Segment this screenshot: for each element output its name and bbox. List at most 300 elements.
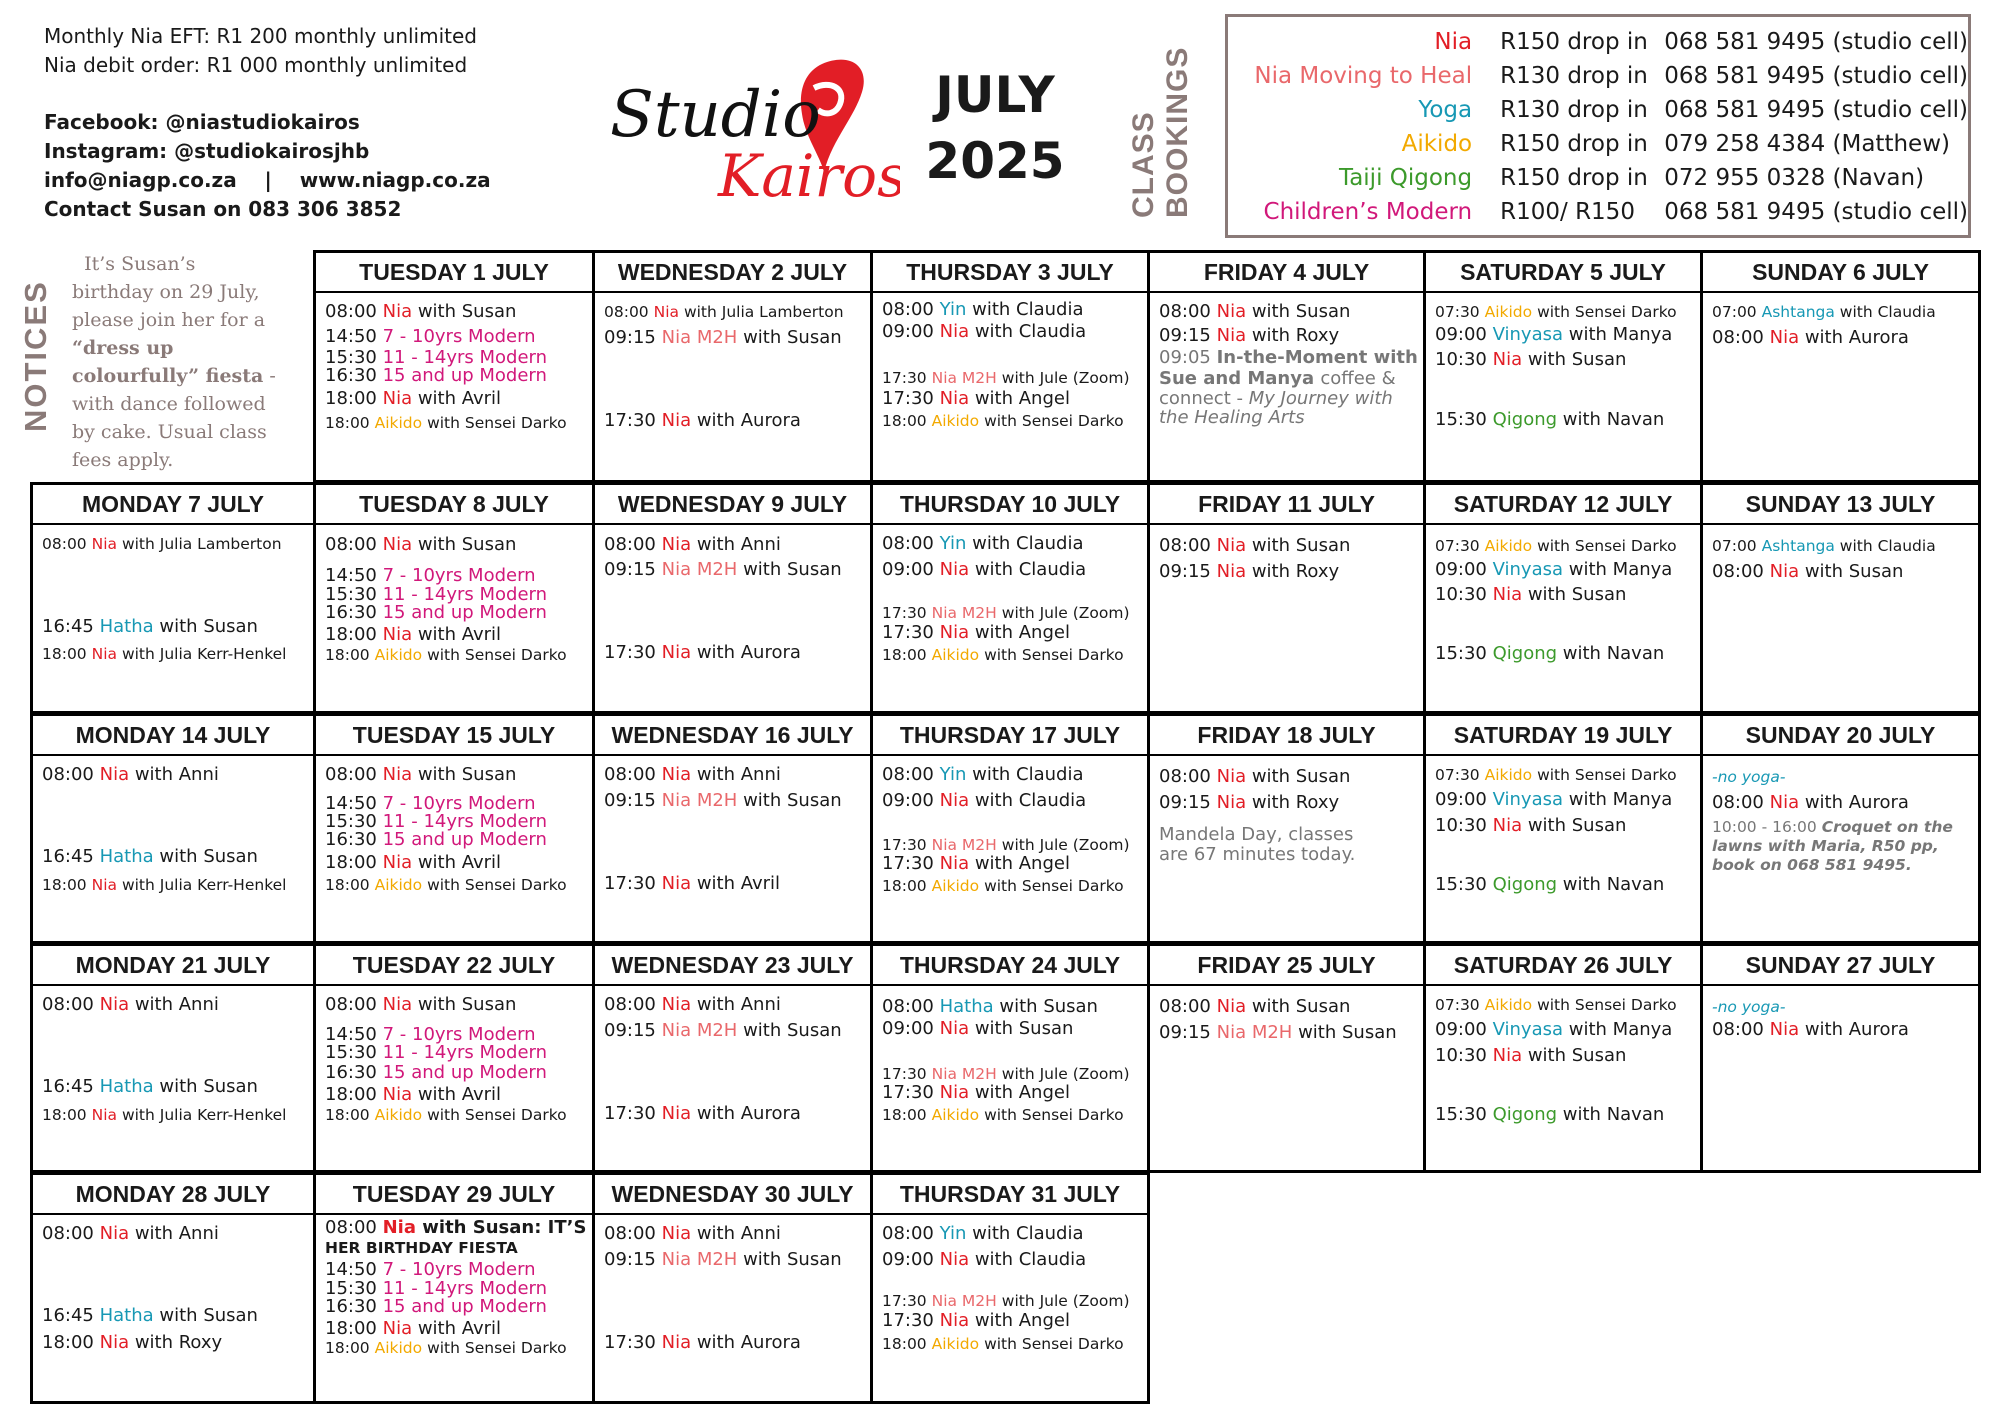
- class-time: 10:30: [1435, 1045, 1493, 1066]
- class-time: 08:00: [882, 533, 940, 554]
- day-header: FRIDAY 18 JULY: [1150, 716, 1423, 756]
- class-name: Nia: [99, 994, 135, 1015]
- class-name: -no yoga-: [1712, 768, 1786, 786]
- class-instructor: with Susan: [1527, 1045, 1627, 1066]
- class-time: 18:00: [325, 1339, 375, 1357]
- price-phone[interactable]: 068 581 9495 (studio cell): [1664, 97, 1968, 123]
- price-phone[interactable]: 068 581 9495 (studio cell): [1664, 199, 1968, 225]
- class-time: 17:30: [882, 1310, 940, 1331]
- class-entry: [882, 1082, 1145, 1104]
- class-entry: [325, 764, 590, 786]
- class-instructor: with Susan: [159, 846, 258, 867]
- class-instructor: with Anni: [134, 1223, 219, 1244]
- class-time: 17:30: [604, 873, 662, 894]
- class-name: lawns with Maria, R50 pp,: [1712, 837, 1939, 855]
- email-website[interactable]: info@niagp.co.za | www.niagp.co.za: [44, 168, 491, 192]
- class-entry: [325, 644, 590, 666]
- class-instructor: coffee &: [1320, 368, 1396, 389]
- class-name: Nia: [382, 1318, 418, 1339]
- class-name: Nia: [382, 994, 418, 1015]
- class-instructor: with Jule (Zoom): [1001, 836, 1130, 854]
- class-time: 17:30: [882, 836, 932, 854]
- class-time: 09:00: [1435, 1019, 1493, 1040]
- class-name: Nia: [1216, 325, 1252, 346]
- class-name: Croquet on the: [1821, 818, 1953, 836]
- day-header: TUESDAY 15 JULY: [316, 716, 592, 756]
- class-name: Nia: [661, 873, 697, 894]
- class-name: Nia: [939, 559, 975, 580]
- class-time: 08:00: [604, 303, 654, 321]
- class-entry: [604, 790, 868, 812]
- class-entry: [325, 1337, 590, 1359]
- class-entry: [1435, 535, 1698, 557]
- class-instructor: with Susan: [743, 559, 842, 580]
- class-entry: [882, 1333, 1145, 1355]
- day-header: THURSDAY 31 JULY: [873, 1175, 1147, 1215]
- price-row: [1238, 25, 1968, 59]
- day-cell: [1147, 482, 1426, 714]
- day-cell: [1700, 713, 1981, 944]
- class-name: Hatha: [99, 616, 160, 637]
- class-name: 11 - 14yrs Modern: [382, 811, 548, 832]
- class-entry: [604, 301, 868, 323]
- class-time: 16:30: [325, 1062, 383, 1083]
- day-cell: [1423, 943, 1703, 1173]
- day-cell: [1700, 482, 1981, 714]
- class-name: Nia: [661, 994, 697, 1015]
- class-name: Nia: [939, 790, 975, 811]
- class-time: 16:45: [42, 846, 100, 867]
- class-name: Vinyasa: [1492, 789, 1569, 810]
- class-bookings-label: [1125, 48, 1195, 218]
- class-name: Hatha: [99, 846, 160, 867]
- day-cell: [1423, 250, 1703, 483]
- class-time: 18:00: [325, 388, 383, 409]
- class-name: Nia M2H: [931, 1065, 1002, 1083]
- class-entry: [882, 388, 1145, 410]
- price-phone[interactable]: 079 258 4384 (Matthew): [1664, 131, 1950, 157]
- class-entry: [1435, 1045, 1698, 1067]
- notice-part2: - with dance followed by cake. Usual class fees apply.: [72, 365, 276, 471]
- class-name: Ashtanga: [1761, 303, 1840, 321]
- price-row: [1238, 127, 1968, 161]
- class-name: Nia: [661, 410, 697, 431]
- class-entry: [325, 829, 590, 851]
- class-time: 18:00: [42, 1332, 100, 1353]
- class-name: Nia: [1434, 29, 1473, 55]
- class-time: 08:00: [325, 534, 383, 555]
- class-time: 08:00: [604, 1223, 662, 1244]
- class-instructor: with Susan: [1251, 301, 1351, 322]
- class-entry: [1712, 854, 1976, 876]
- class-entry: [882, 321, 1145, 343]
- class-name: Hatha: [939, 996, 1000, 1017]
- notice-text: [72, 250, 282, 474]
- class-name: Aikido: [931, 877, 985, 895]
- class-time: 15:30: [325, 1042, 383, 1063]
- class-time: 15:30: [325, 347, 383, 368]
- class-instructor: with Susan: [743, 1020, 842, 1041]
- class-name: Nia: [1769, 327, 1805, 348]
- class-name: Nia M2H: [661, 1020, 744, 1041]
- class-instructor: with Aurora: [1804, 327, 1909, 348]
- class-price: R150 drop in: [1500, 131, 1648, 157]
- class-instructor: with Susan: [1251, 766, 1351, 787]
- class-entry: [604, 327, 868, 349]
- class-entry: [1712, 766, 1976, 788]
- day-cell: [592, 250, 873, 483]
- class-name: Nia: [939, 321, 975, 342]
- class-entry: [882, 790, 1145, 812]
- class-entry: [1435, 874, 1698, 896]
- class-time: 15:30: [1435, 1104, 1493, 1125]
- class-name: Vinyasa: [1492, 324, 1569, 345]
- day-header: SATURDAY 19 JULY: [1426, 716, 1700, 756]
- class-instructor: with Susan: [1298, 1022, 1397, 1043]
- class-time: 17:30: [882, 369, 932, 387]
- day-cell: [313, 713, 595, 944]
- class-time: 18:00: [325, 1318, 383, 1339]
- class-instructor: with Sensei Darko: [427, 414, 567, 432]
- class-name: Aikido: [374, 414, 428, 432]
- class-instructor: with Manya: [1568, 789, 1673, 810]
- facebook-handle[interactable]: Facebook: @niastudiokairos: [44, 110, 360, 134]
- class-time: 17:30: [882, 1292, 932, 1310]
- class-instructor: with Julia Lamberton: [121, 535, 282, 553]
- class-entry: [325, 326, 590, 348]
- day-cell: [313, 943, 595, 1173]
- class-price: R150 drop in: [1500, 29, 1648, 55]
- day-header: MONDAY 21 JULY: [33, 946, 313, 986]
- class-time: 09:15: [604, 1020, 662, 1041]
- class-name: Nia: [382, 852, 418, 873]
- class-name: 15 and up Modern: [382, 1062, 547, 1083]
- class-name: 11 - 14yrs Modern: [382, 347, 548, 368]
- class-name: Nia: [382, 624, 418, 645]
- notice-bold: “dress up colourfully” fiesta: [72, 337, 264, 387]
- class-name: Qigong: [1492, 643, 1563, 664]
- class-time: 09:00: [882, 1018, 940, 1039]
- price-phone[interactable]: 068 581 9495 (studio cell): [1664, 63, 1968, 89]
- class-instructor: with Claudia: [972, 1223, 1084, 1244]
- class-entry: [604, 1103, 868, 1125]
- class-name: book on 068 581 9495.: [1712, 856, 1912, 874]
- class-name: 11 - 14yrs Modern: [382, 1278, 548, 1299]
- day-cell: [870, 1172, 1150, 1404]
- class-time: 08:00: [1159, 766, 1217, 787]
- class-time: 18:00: [42, 876, 92, 894]
- price-phone[interactable]: 072 955 0328 (Navan): [1664, 165, 1925, 191]
- day-cell: [870, 713, 1150, 944]
- class-entry: [1159, 766, 1421, 788]
- class-entry: [1435, 815, 1698, 837]
- class-name: Nia: [661, 1223, 697, 1244]
- logo-kairos-text: Kairos: [718, 142, 900, 210]
- day-header: THURSDAY 10 JULY: [873, 485, 1147, 525]
- class-entry: [325, 602, 590, 624]
- class-instructor: with Avril: [417, 388, 502, 409]
- class-time: 18:00: [42, 645, 92, 663]
- class-instructor: with Aurora: [696, 642, 801, 663]
- class-price: R130 drop in: [1500, 63, 1648, 89]
- class-entry: [1159, 347, 1421, 369]
- class-name: Nia: [1216, 766, 1252, 787]
- class-instructor: with Susan: [743, 1249, 842, 1270]
- class-instructor: with Susan: [743, 327, 842, 348]
- class-name: Nia: [939, 853, 975, 874]
- class-instructor: with Susan: [159, 1076, 258, 1097]
- class-time: 17:30: [882, 604, 932, 622]
- class-name: Hatha: [99, 1076, 160, 1097]
- class-name: Nia: [91, 876, 122, 894]
- day-cell: [1700, 250, 1981, 483]
- day-header: TUESDAY 8 JULY: [316, 485, 592, 525]
- class-time: 08:00: [604, 994, 662, 1015]
- class-time: 15:30: [1435, 409, 1493, 430]
- class-entry: [325, 994, 590, 1016]
- class-name: Nia Moving to Heal: [1254, 63, 1473, 89]
- bookings-label: BOOKINGS: [1161, 46, 1194, 218]
- class-entry: [882, 1018, 1145, 1040]
- class-time: 18:00: [882, 877, 932, 895]
- class-entry: [882, 602, 1145, 624]
- class-instructor: with Angel: [974, 853, 1070, 874]
- day-cell: [313, 482, 595, 714]
- notices-heading: NOTICES: [18, 280, 53, 432]
- day-header: THURSDAY 3 JULY: [873, 253, 1147, 293]
- class-instructor: with Claudia: [972, 299, 1084, 320]
- class-entry: [1435, 559, 1698, 581]
- class-entry: [882, 644, 1145, 666]
- class-time: 15:30: [325, 1278, 383, 1299]
- class-name: Nia M2H: [661, 790, 744, 811]
- day-cell: [1147, 713, 1426, 944]
- class-entry: [1435, 349, 1698, 371]
- eft-rate: Monthly Nia EFT: R1 200 monthly unlimited: [44, 24, 477, 48]
- class-entry: [325, 624, 590, 646]
- class-instructor: with Avril: [417, 1084, 502, 1105]
- day-header: WEDNESDAY 30 JULY: [595, 1175, 870, 1215]
- class-entry: [882, 622, 1145, 644]
- event-subtitle: the Healing Arts: [1159, 407, 1305, 428]
- class-name: Nia M2H: [931, 369, 1002, 387]
- class-time: 18:00: [882, 1335, 932, 1353]
- class-name: Qigong: [1492, 874, 1563, 895]
- day-header: FRIDAY 11 JULY: [1150, 485, 1423, 525]
- class-entry: [882, 367, 1145, 389]
- day-header: WEDNESDAY 2 JULY: [595, 253, 870, 293]
- class-name: 7 - 10yrs Modern: [382, 1259, 536, 1280]
- day-cell: [30, 713, 316, 944]
- class-instructor: Mandela Day, classes: [1159, 824, 1354, 845]
- class-entry: [882, 299, 1145, 321]
- class-time: 18:00: [325, 852, 383, 873]
- class-time: 08:00: [604, 764, 662, 785]
- class-instructor: with Susan: [974, 1018, 1074, 1039]
- class-name: Nia: [939, 1310, 975, 1331]
- day-cell: [1147, 250, 1426, 483]
- class-name: Aikido: [1401, 131, 1473, 157]
- class-entry: [42, 994, 311, 1016]
- day-header: WEDNESDAY 23 JULY: [595, 946, 870, 986]
- class-time: 09:15: [1159, 325, 1217, 346]
- class-entry: [42, 874, 311, 896]
- class-instructor: with Angel: [974, 388, 1070, 409]
- instagram-handle[interactable]: Instagram: @studiokairosjhb: [44, 139, 370, 163]
- class-entry: [1435, 584, 1698, 606]
- class-name: Nia: [382, 764, 418, 785]
- day-header: SATURDAY 26 JULY: [1426, 946, 1700, 986]
- class-time: 08:00: [42, 764, 100, 785]
- month-name: JULY: [935, 66, 1055, 124]
- class-time: 14:50: [325, 326, 383, 347]
- class-time: 18:00: [882, 1106, 932, 1124]
- class-entry: [325, 301, 590, 323]
- price-row: [1238, 59, 1968, 93]
- class-entry: [604, 1020, 868, 1042]
- class-name: Yin: [939, 299, 973, 320]
- class-instructor: with Navan: [1562, 643, 1665, 664]
- class-instructor: with Aurora: [696, 1103, 801, 1124]
- class-name: 15 and up Modern: [382, 829, 547, 850]
- class-instructor: with Manya: [1568, 324, 1673, 345]
- class-time: 14:50: [325, 1259, 383, 1280]
- class-instructor: with Anni: [696, 994, 781, 1015]
- class-name: Nia: [91, 1106, 122, 1124]
- class-entry: [882, 410, 1145, 432]
- class-entry: [1712, 792, 1976, 814]
- day-cell: [1700, 943, 1981, 1173]
- class-entry: [1159, 301, 1421, 323]
- day-cell: [1423, 713, 1703, 944]
- price-table: [1238, 25, 1968, 229]
- class-name: Nia M2H: [931, 604, 1002, 622]
- class-instructor: with Susan: [417, 764, 517, 785]
- class-name: Aikido: [374, 876, 428, 894]
- contact-susan: Contact Susan on 083 306 3852: [44, 197, 402, 221]
- class-instructor: with Claudia: [1839, 303, 1936, 321]
- class-instructor: with Anni: [696, 534, 781, 555]
- class-time: 17:30: [604, 642, 662, 663]
- class-time: 08:00: [1712, 1019, 1770, 1040]
- class-instructor: with Anni: [134, 764, 219, 785]
- price-row: [1238, 93, 1968, 127]
- class-entry: [1159, 792, 1421, 814]
- day-header: WEDNESDAY 9 JULY: [595, 485, 870, 525]
- class-name: Aikido: [374, 1339, 428, 1357]
- class-name: Nia: [1216, 301, 1252, 322]
- event-subtitle: My Journey with: [1248, 388, 1393, 409]
- day-cell: [870, 943, 1150, 1173]
- class-name: Nia: [91, 535, 122, 553]
- class-instructor: with Sensei Darko: [427, 646, 567, 664]
- class-time: 16:30: [325, 602, 383, 623]
- class-entry: [882, 559, 1145, 581]
- class-name: Nia M2H: [661, 327, 744, 348]
- studio-info: [44, 22, 491, 224]
- price-row: [1238, 161, 1968, 195]
- class-time: 18:00: [325, 876, 375, 894]
- class-instructor: with Sensei Darko: [984, 412, 1124, 430]
- class-time: 09:00: [882, 321, 940, 342]
- class-time: 17:30: [882, 1065, 932, 1083]
- class-name: Aikido: [374, 1106, 428, 1124]
- class-name: Nia M2H: [931, 836, 1002, 854]
- class-entry: [604, 1332, 868, 1354]
- class-time: 17:30: [604, 1103, 662, 1124]
- class-time: 18:00: [325, 1106, 375, 1124]
- class-instructor: with Claudia: [974, 790, 1087, 811]
- class-entry: [325, 1084, 590, 1106]
- class-name: Nia: [1216, 561, 1252, 582]
- class-name: Aikido: [1484, 537, 1538, 555]
- class-name: Nia: [99, 764, 135, 785]
- day-cell: [1147, 943, 1426, 1173]
- class-name: Nia: [939, 1082, 975, 1103]
- class-instructor: with Susan: [1527, 349, 1627, 370]
- day-cell: [592, 713, 873, 944]
- class-time: 14:50: [325, 565, 383, 586]
- class-time: 14:50: [325, 793, 383, 814]
- class-entry: [42, 846, 311, 868]
- class-label: CLASS: [1127, 111, 1160, 218]
- class-time: 08:00: [882, 996, 940, 1017]
- class-entry: [1159, 561, 1421, 583]
- class-time: 18:00: [325, 646, 375, 664]
- day-cell: [1423, 482, 1703, 714]
- class-entry: [882, 1223, 1145, 1245]
- class-entry: [1435, 324, 1698, 346]
- class-entry: [42, 1104, 311, 1126]
- class-entry: [1435, 789, 1698, 811]
- class-name: Nia M2H: [931, 1292, 1002, 1310]
- day-cell: [30, 482, 316, 714]
- class-instructor: HER BIRTHDAY FIESTA: [325, 1239, 518, 1257]
- class-entry: [882, 853, 1145, 875]
- class-instructor: connect -: [1159, 388, 1249, 409]
- class-entry: [325, 1296, 590, 1318]
- class-entry: [325, 365, 590, 387]
- class-name: Qigong: [1492, 409, 1563, 430]
- class-entry: [325, 1042, 590, 1064]
- class-time: 18:00: [325, 414, 375, 432]
- class-instructor: with Jule (Zoom): [1001, 604, 1130, 622]
- class-entry: [1159, 407, 1421, 429]
- class-time: 08:00: [882, 1223, 940, 1244]
- price-row: [1238, 195, 1968, 229]
- class-entry: [325, 1217, 590, 1239]
- class-time: 15:30: [1435, 874, 1493, 895]
- class-entry: [1435, 409, 1698, 431]
- class-time: 08:00: [325, 994, 383, 1015]
- class-name: Nia: [939, 1249, 975, 1270]
- class-name: Nia: [382, 1084, 418, 1105]
- price-phone[interactable]: 068 581 9495 (studio cell): [1664, 29, 1968, 55]
- class-name: Nia: [1769, 792, 1805, 813]
- class-time: 17:30: [604, 410, 662, 431]
- class-name: Nia: [1492, 1045, 1528, 1066]
- class-entry: [42, 643, 311, 665]
- class-name: Vinyasa: [1492, 1019, 1569, 1040]
- class-instructor: with Sensei Darko: [984, 877, 1124, 895]
- class-time: 09:15: [1159, 561, 1217, 582]
- class-name: 15 and up Modern: [382, 365, 547, 386]
- class-name: Aikido: [931, 412, 985, 430]
- class-instructor: with Roxy: [134, 1332, 223, 1353]
- class-instructor: with Susan: [1527, 584, 1627, 605]
- class-name: Yin: [939, 533, 973, 554]
- day-header: FRIDAY 4 JULY: [1150, 253, 1423, 293]
